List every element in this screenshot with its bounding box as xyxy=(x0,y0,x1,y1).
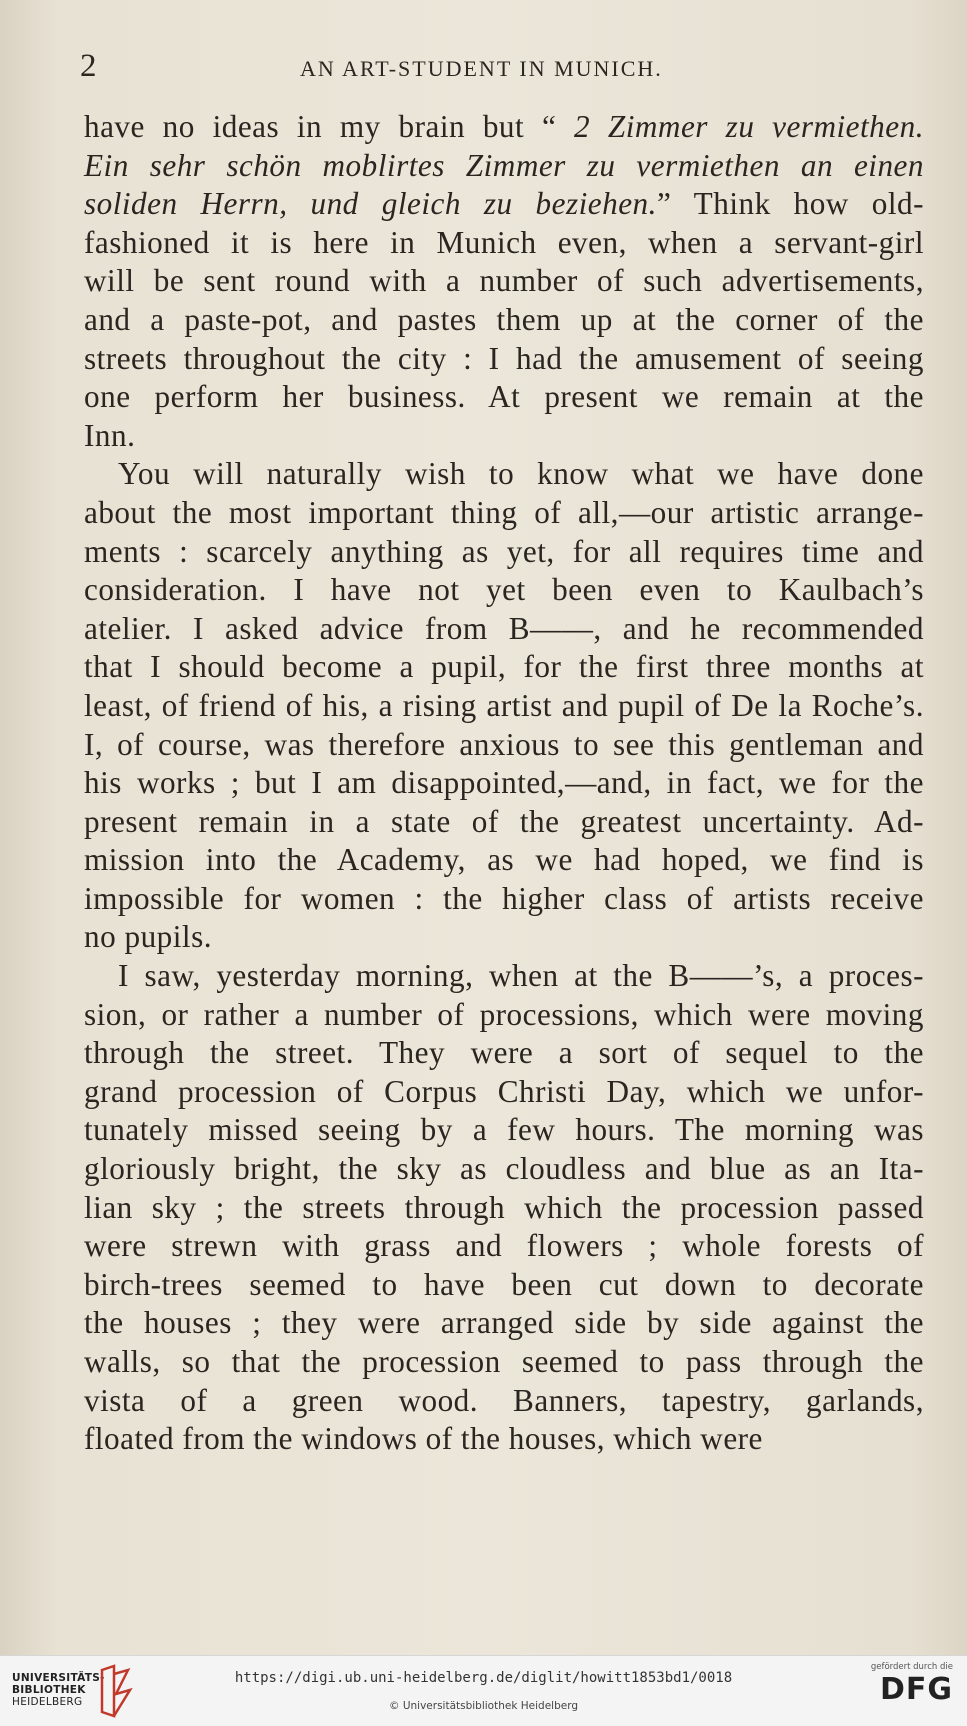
document-url-link[interactable]: https://digi.ub.uni-heidelberg.de/diglit/howitt1853bd1/0018 xyxy=(234,1670,733,1686)
text-line: the houses ; they were arranged side by side against the xyxy=(84,1305,924,1341)
page-number: 2 xyxy=(80,48,97,84)
text-line: ments : scarcely anything as yet, for all requires time and xyxy=(84,533,924,569)
text-line: and a paste-pot, and pastes them up at the corner of the xyxy=(84,301,924,337)
body-text xyxy=(84,108,924,1459)
running-head: AN ART-STUDENT IN MUNICH. xyxy=(300,56,663,81)
text-line: impossible for women : the higher class of artists receive xyxy=(84,880,924,916)
text-line: I saw, yesterday morning, when at the B——’s, a proces- xyxy=(118,958,924,994)
text-line: walls, so that the procession seemed to pass through the xyxy=(84,1344,924,1379)
text-line: atelier. I asked advice from B——, and he recommended xyxy=(84,610,924,646)
text-line: present remain in a state of the greatest uncertainty. Ad- xyxy=(84,803,924,839)
paragraph xyxy=(84,957,924,1459)
text-line: were strewn with grass and flowers ; whole forests of xyxy=(84,1228,924,1264)
text-line: tunately missed seeing by a few hours. The morning was xyxy=(84,1112,924,1148)
text-line: gloriously bright, the sky as cloudless and blue as an Ita- xyxy=(84,1151,924,1187)
text-line: consideration. I have not yet been even to Kaulbach’s xyxy=(84,572,924,608)
funding-label: gefördert durch die xyxy=(870,1662,953,1672)
text-line: that I should become a pupil, for the first three months at xyxy=(84,649,924,685)
library-name-line: UNIVERSITÄTS- xyxy=(12,1672,105,1684)
text-line: Inn. xyxy=(84,417,136,453)
library-name-line: HEIDELBERG xyxy=(12,1696,83,1708)
text-line: grand procession of Corpus Christi Day, which we unfor- xyxy=(84,1073,924,1109)
text-line: Ein sehr schön moblirtes Zimmer zu vermiethen an einen xyxy=(84,147,924,183)
text-line: soliden Herrn, und gleich zu beziehen.” Think how old- xyxy=(84,186,924,222)
text-line: will be sent round with a number of such advertisements, xyxy=(84,263,924,299)
text-line: least, of friend of his, a rising artist and pupil of De la Roche’s. xyxy=(84,687,924,723)
library-name-line: BIBLIOTHEK xyxy=(12,1684,86,1696)
text-line: one perform her business. At present we remain at the xyxy=(84,379,924,415)
text-line: streets throughout the city : I had the amusement of seeing xyxy=(84,340,924,376)
text-line: floated from the windows of the houses, which were xyxy=(84,1421,763,1457)
text-line: sion, or rather a number of processions, which were moving xyxy=(84,996,924,1032)
text-line: I, of course, was therefore anxious to see this gentleman and xyxy=(84,726,924,762)
text-line: his works ; but I am disappointed,—and, in fact, we for the xyxy=(84,765,924,801)
dfg-logo: DFG xyxy=(879,1672,953,1707)
text-line: lian sky ; the streets through which the procession passed xyxy=(84,1189,924,1225)
paragraph xyxy=(84,455,924,957)
text-line: mission into the Academy, as we had hoped, we find is xyxy=(84,842,924,878)
copyright-notice: © Universitätsbibliothek Heidelberg xyxy=(388,1700,578,1712)
funding-notice xyxy=(871,1662,953,1708)
text-line: about the most important thing of all,—our artistic arrange- xyxy=(84,494,924,530)
text-line: You will naturally wish to know what we have done xyxy=(118,456,924,492)
viewer-footer xyxy=(0,1655,967,1726)
text-line: vista of a green wood. Banners, tapestry, garlands, xyxy=(84,1382,924,1418)
page-header xyxy=(80,48,920,92)
paragraph xyxy=(84,108,924,455)
text-line: no pupils. xyxy=(84,919,213,955)
text-line: fashioned it is here in Munich even, when a servant-girl xyxy=(84,224,924,260)
text-line: through the street. They were a sort of sequel to the xyxy=(84,1035,924,1071)
text-line: have no ideas in my brain but “ 2 Zimmer zu vermiethen. xyxy=(84,109,925,144)
text-line: birch-trees seemed to have been cut down to decorate xyxy=(84,1266,924,1302)
